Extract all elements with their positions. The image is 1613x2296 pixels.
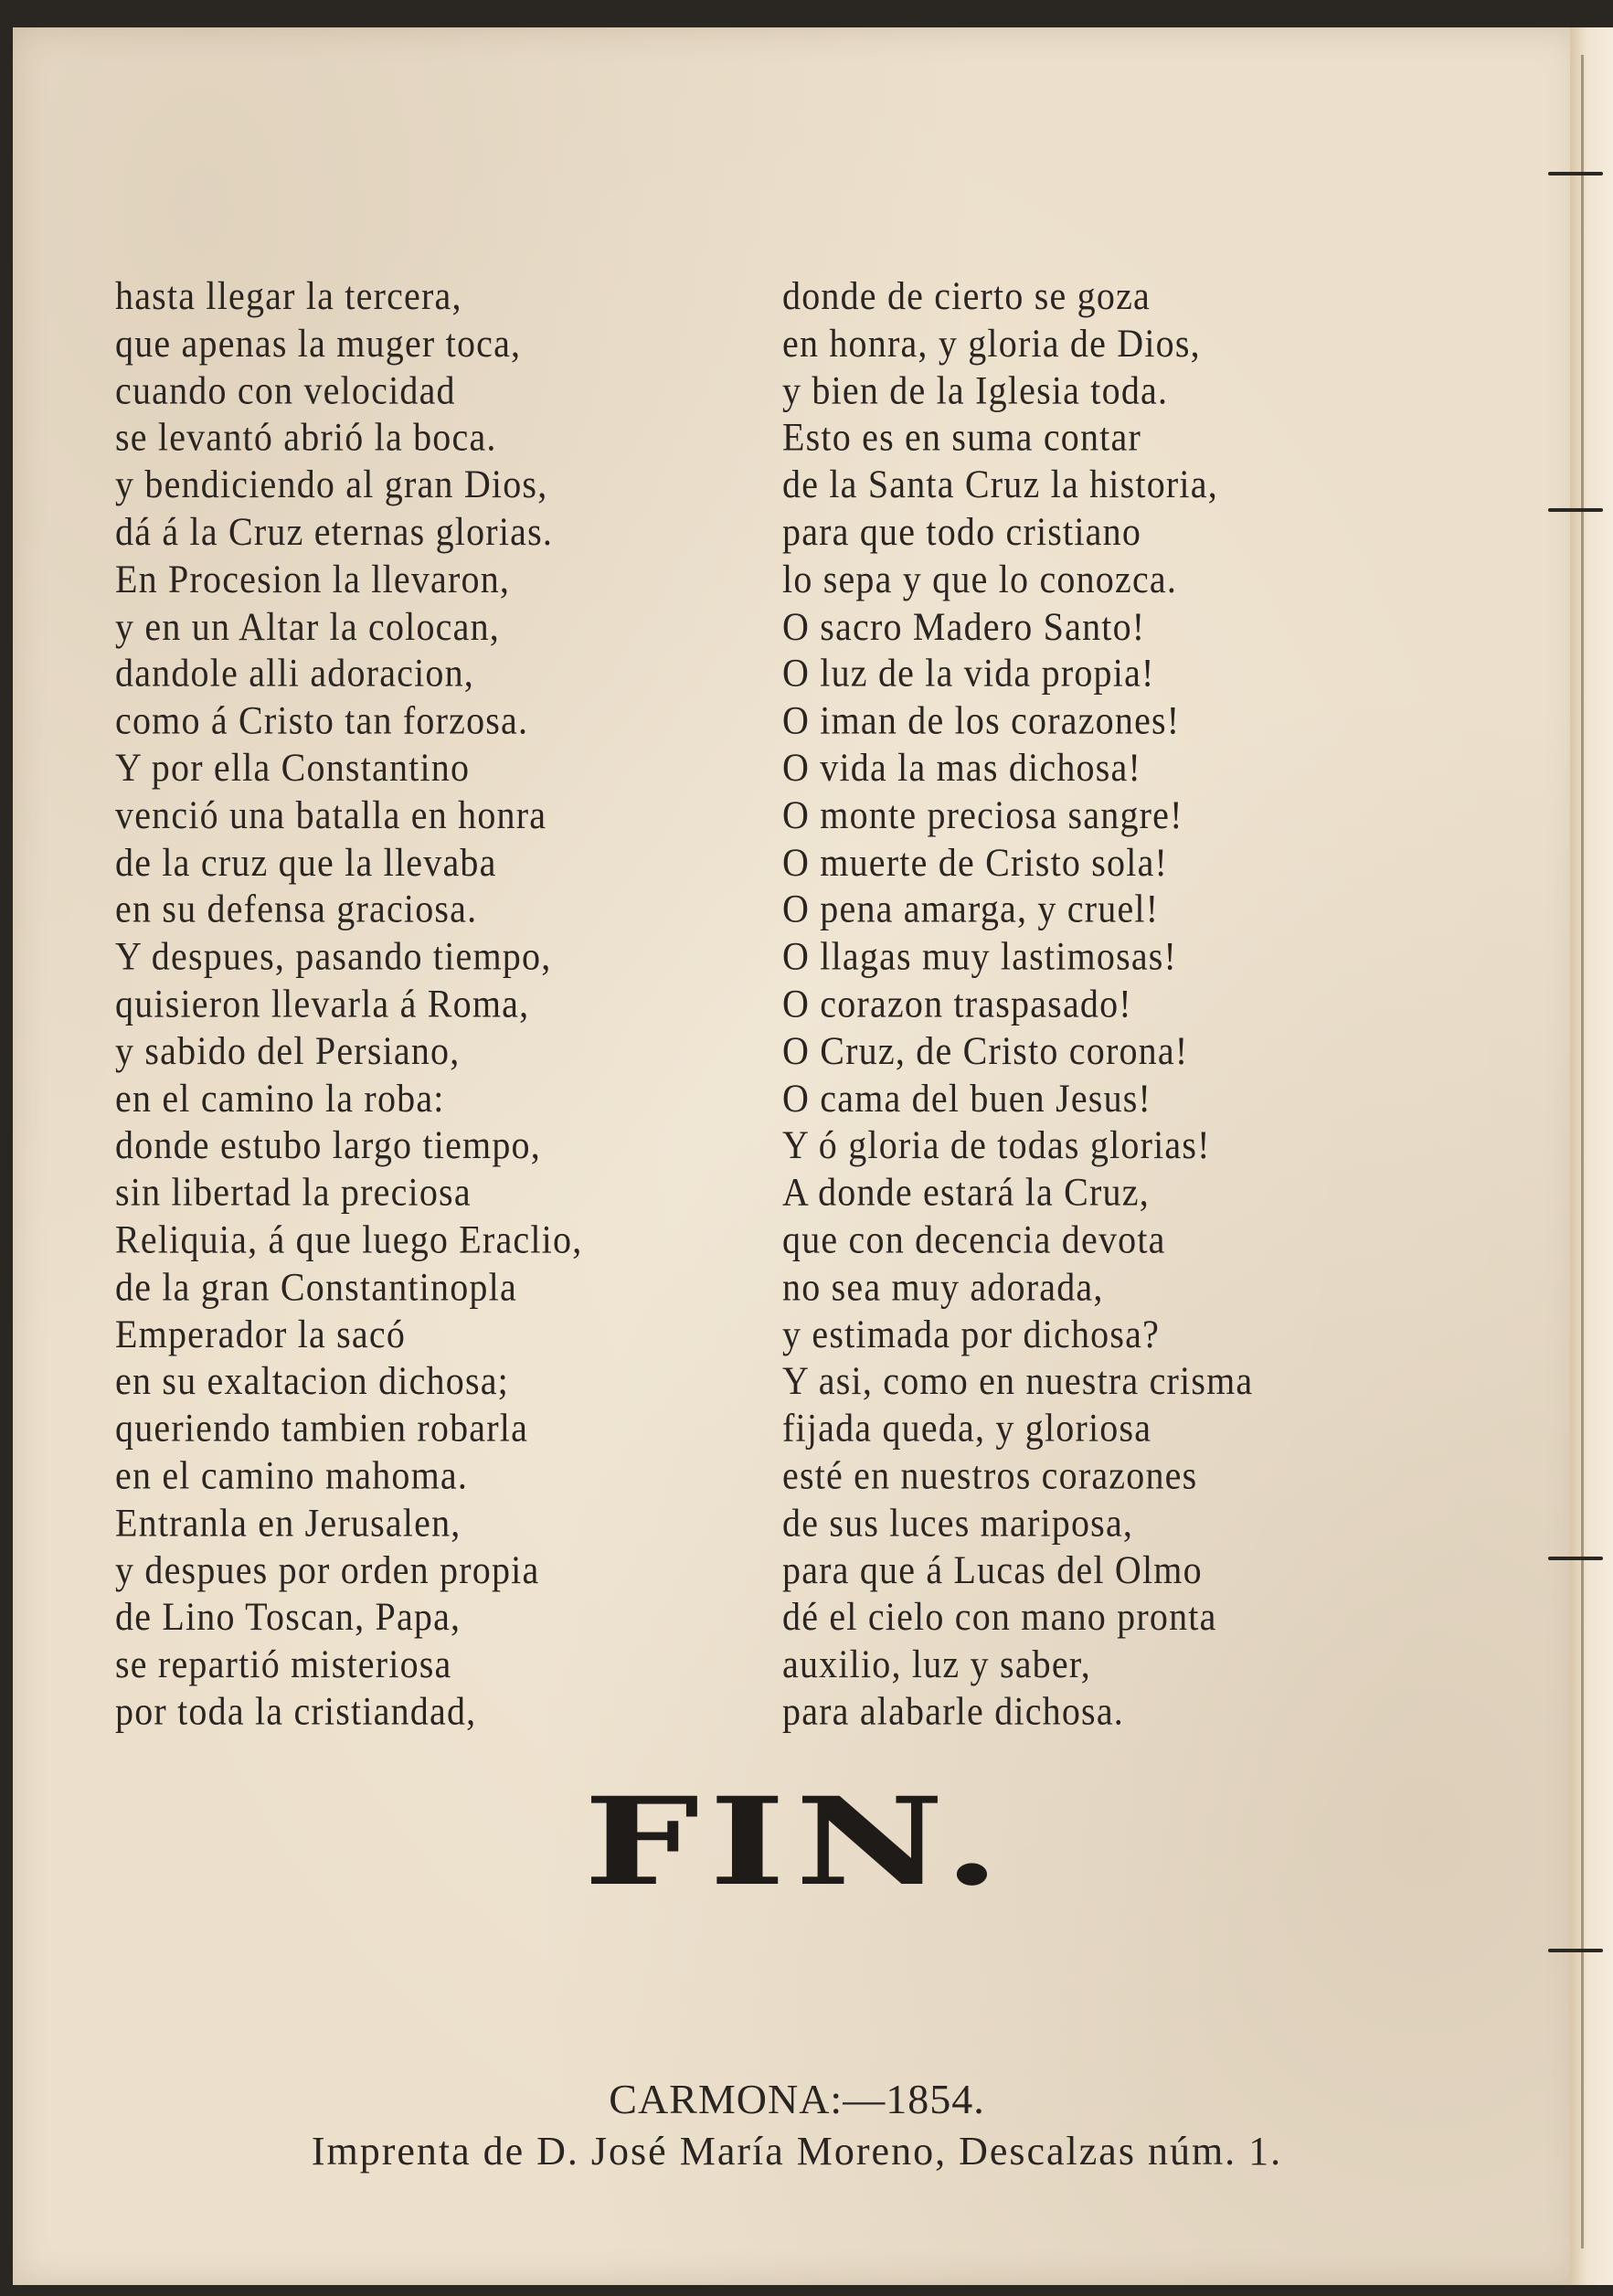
verse-line: En Procesion la llevaron, bbox=[115, 556, 511, 601]
stitch-mark bbox=[1548, 1557, 1603, 1560]
verse-line: O iman de los corazones! bbox=[782, 697, 1181, 743]
verse-line: quisieron llevarla á Roma, bbox=[115, 981, 530, 1026]
verse-line: en honra, y gloria de Dios, bbox=[782, 320, 1201, 366]
page-fold bbox=[1570, 27, 1613, 2285]
verse-line: y bien de la Iglesia toda. bbox=[782, 367, 1169, 412]
verse-line: de la gran Constantinopla bbox=[115, 1264, 517, 1309]
left-column bbox=[115, 272, 755, 1735]
verse-line: Esto es en suma contar bbox=[782, 414, 1141, 460]
verse-line: sin libertad la preciosa bbox=[115, 1169, 472, 1215]
verse-line: fijada queda, y gloriosa bbox=[782, 1405, 1152, 1451]
stitch-mark bbox=[1548, 172, 1603, 175]
verse-line: en el camino la roba: bbox=[115, 1075, 445, 1121]
imprint-city-year: CARMONA:—1854. bbox=[609, 2076, 985, 2122]
right-column bbox=[782, 272, 1422, 1735]
verse-line: O Cruz, de Cristo corona! bbox=[782, 1028, 1189, 1073]
verse-line: y despues por orden propia bbox=[115, 1547, 540, 1592]
verse-line: O llagas muy lastimosas! bbox=[782, 933, 1178, 979]
verse-line: Y ó gloria de todas glorias! bbox=[782, 1122, 1211, 1167]
verse-line: auxilio, luz y saber, bbox=[782, 1642, 1091, 1686]
verse-line: queriendo tambien robarla bbox=[115, 1405, 529, 1451]
verse-line: no sea muy adorada, bbox=[782, 1264, 1104, 1309]
verse-line: que con decencia devota bbox=[782, 1217, 1166, 1262]
page bbox=[13, 27, 1581, 2285]
verse-line: como á Cristo tan forzosa. bbox=[115, 697, 529, 743]
verse-line: O monte preciosa sangre! bbox=[782, 792, 1183, 837]
verse-line: para alabarle dichosa. bbox=[782, 1688, 1124, 1734]
verse-line: Emperador la sacó bbox=[115, 1311, 407, 1356]
verse-line: Y despues, pasando tiempo, bbox=[115, 933, 552, 979]
verse-line: de la cruz que la llevaba bbox=[115, 839, 497, 885]
end-mark: FIN. bbox=[583, 1771, 1011, 1913]
verse-line: y en un Altar la colocan, bbox=[115, 603, 500, 649]
verse-line: de Lino Toscan, Papa, bbox=[115, 1594, 462, 1640]
stitch-mark bbox=[1548, 1949, 1603, 1952]
verse-line: Reliquia, á que luego Eraclio, bbox=[115, 1217, 583, 1262]
binding-line bbox=[1581, 55, 1584, 2248]
verse-line: lo sepa y que lo conozca. bbox=[782, 556, 1178, 601]
verse-line: O luz de la vida propia! bbox=[782, 651, 1155, 696]
verse-line: que apenas la muger toca, bbox=[115, 320, 522, 366]
verse-line: en su exaltacion dichosa; bbox=[115, 1358, 509, 1403]
verse-line: se repartió misteriosa bbox=[115, 1642, 452, 1686]
verse-line: O sacro Madero Santo! bbox=[782, 603, 1146, 649]
verse-line: dá á la Cruz eternas glorias. bbox=[115, 509, 554, 554]
verse-line: donde estubo largo tiempo, bbox=[115, 1122, 541, 1167]
verse-line: de sus luces mariposa, bbox=[782, 1500, 1134, 1545]
verse-line: para que todo cristiano bbox=[782, 509, 1142, 554]
verse-line: dé el cielo con mano pronta bbox=[782, 1594, 1217, 1640]
verse-line: de la Santa Cruz la historia, bbox=[782, 462, 1218, 507]
verse-line: O vida la mas dichosa! bbox=[782, 745, 1141, 790]
verse-line: y sabido del Persiano, bbox=[115, 1028, 461, 1073]
verse-line: venció una batalla en honra bbox=[115, 792, 547, 837]
verse-line: O muerte de Cristo sola! bbox=[782, 839, 1169, 885]
verse-line: por toda la cristiandad, bbox=[115, 1688, 477, 1734]
verse-line: Y asi, como en nuestra crisma bbox=[782, 1358, 1254, 1403]
imprint-printer: Imprenta de D. José María Moreno, Descalzas núm. 1. bbox=[311, 2129, 1283, 2174]
verse-line: y estimada por dichosa? bbox=[782, 1311, 1161, 1356]
verse-line: A donde estará la Cruz, bbox=[782, 1169, 1150, 1215]
verse-line: para que á Lucas del Olmo bbox=[782, 1547, 1203, 1592]
verse-line: en el camino mahoma. bbox=[115, 1452, 469, 1498]
verse-line: O corazon traspasado! bbox=[782, 981, 1132, 1026]
verse-line: se levantó abrió la boca. bbox=[115, 414, 497, 460]
verse-line: en su defensa graciosa. bbox=[115, 887, 478, 931]
verse-line: O cama del buen Jesus! bbox=[782, 1075, 1152, 1121]
verse-line: donde de cierto se goza bbox=[782, 273, 1151, 318]
stitch-mark bbox=[1548, 508, 1603, 512]
verse-line: Y por ella Constantino bbox=[115, 745, 471, 790]
verse-line: y bendiciendo al gran Dios, bbox=[115, 462, 548, 507]
verse-line: hasta llegar la tercera, bbox=[115, 273, 462, 318]
verse-line: cuando con velocidad bbox=[115, 367, 456, 412]
verse-line: esté en nuestros corazones bbox=[782, 1452, 1198, 1498]
verse-line: Entranla en Jerusalen, bbox=[115, 1500, 462, 1545]
verse-line: O pena amarga, y cruel! bbox=[782, 887, 1160, 931]
verse-line: dandole alli adoracion, bbox=[115, 651, 475, 696]
